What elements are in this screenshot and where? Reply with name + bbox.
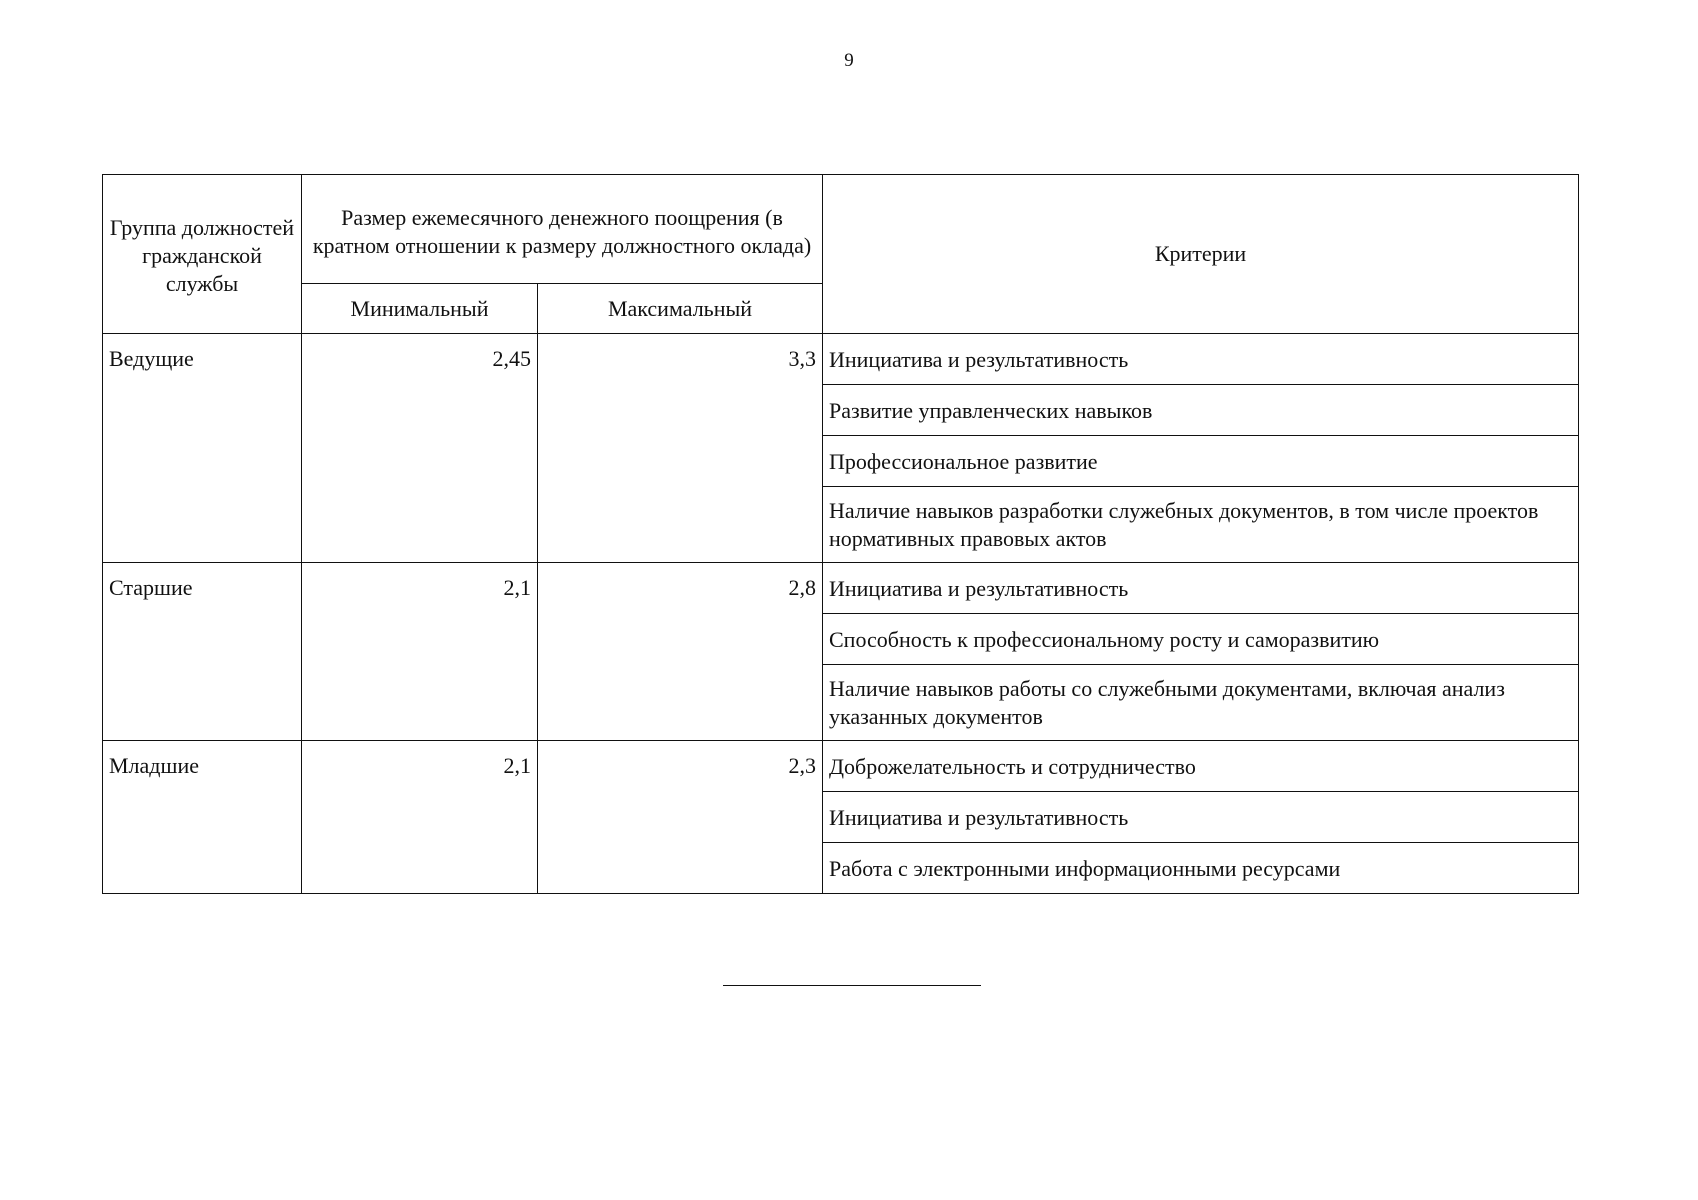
- header-max: Максимальный: [538, 284, 823, 334]
- header-criteria: Критерии: [823, 175, 1579, 334]
- table-row: [103, 563, 1579, 614]
- max-value: 3,3: [538, 334, 823, 563]
- group-name: Старшие: [103, 563, 302, 741]
- table-row: [103, 334, 1579, 385]
- header-size: Размер ежемесячного денежного поощрения (в кратном отношении к размеру должностного оклада): [302, 175, 823, 284]
- max-value: 2,3: [538, 741, 823, 894]
- header-row: [103, 175, 1579, 284]
- criterion: Наличие навыков работы со служебными документами, включая анализ указанных документов: [823, 665, 1579, 741]
- criterion: Работа с электронными информационными ресурсами: [823, 843, 1579, 894]
- criterion: Инициатива и результативность: [823, 334, 1579, 385]
- criterion: Инициатива и результативность: [823, 792, 1579, 843]
- criterion: Доброжелательность и сотрудничество: [823, 741, 1579, 792]
- min-value: 2,45: [302, 334, 538, 563]
- page-number: 9: [844, 50, 854, 71]
- min-value: 2,1: [302, 563, 538, 741]
- table-row: [103, 741, 1579, 792]
- max-value: 2,8: [538, 563, 823, 741]
- criterion: Развитие управленческих навыков: [823, 385, 1579, 436]
- criterion: Наличие навыков разработки служебных документов, в том числе проектов нормативных правовых актов: [823, 487, 1579, 563]
- min-value: 2,1: [302, 741, 538, 894]
- group-name: Ведущие: [103, 334, 302, 563]
- incentive-table: [102, 174, 1579, 894]
- criterion: Инициатива и результативность: [823, 563, 1579, 614]
- criterion: Способность к профессиональному росту и саморазвитию: [823, 614, 1579, 665]
- header-group: Группа должностей гражданской службы: [103, 175, 302, 334]
- closing-divider: [723, 985, 981, 986]
- group-name: Младшие: [103, 741, 302, 894]
- header-min: Минимальный: [302, 284, 538, 334]
- criterion: Профессиональное развитие: [823, 436, 1579, 487]
